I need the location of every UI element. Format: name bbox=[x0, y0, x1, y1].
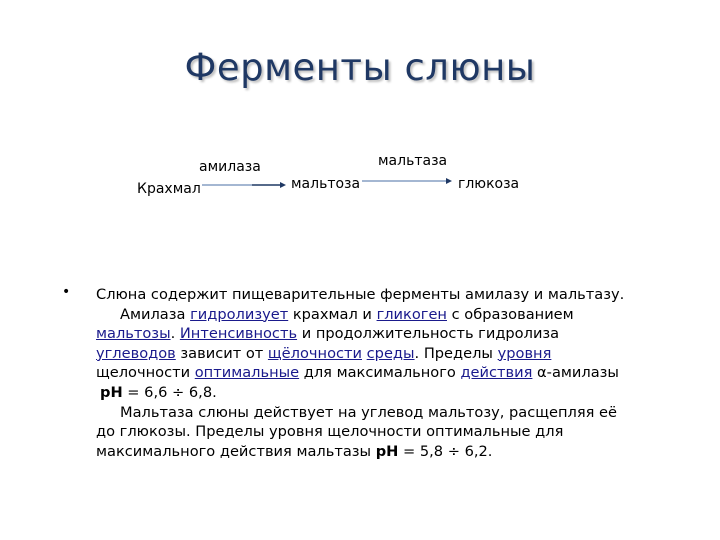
ph-label: pH bbox=[375, 442, 399, 460]
link-action[interactable]: действия bbox=[460, 364, 533, 382]
text-span: = 6,6 ÷ 6,8. bbox=[122, 383, 217, 401]
text-span: щелочности bbox=[96, 364, 195, 382]
link-optimal[interactable]: оптимальные bbox=[194, 364, 300, 382]
text-span: = 5,8 ÷ 6,2. bbox=[398, 442, 493, 460]
ph-label: pH bbox=[100, 383, 123, 401]
link-medium[interactable]: среды bbox=[366, 344, 415, 362]
text-span: . bbox=[170, 325, 180, 343]
amylase-label: амилаза bbox=[199, 159, 261, 175]
link-alkalinity[interactable]: щёлочности bbox=[267, 344, 363, 362]
bullet-marker: • bbox=[62, 284, 71, 300]
paragraph-line bbox=[96, 324, 696, 344]
text-span: Мальтаза слюны действует на углевод мальтозу, расщепляя её bbox=[120, 403, 617, 421]
paragraph bbox=[96, 285, 696, 461]
link-maltose[interactable]: мальтозы bbox=[96, 325, 171, 343]
paragraph-line bbox=[96, 305, 696, 325]
link-level[interactable]: уровня bbox=[497, 344, 552, 362]
text-span: . Пределы bbox=[414, 344, 498, 362]
starch-label: Крахмал bbox=[137, 181, 201, 197]
paragraph-line bbox=[96, 344, 696, 364]
paragraph-line bbox=[96, 403, 696, 423]
text-span: Слюна содержит пищеварительные ферменты амилазу и мальтазу. bbox=[96, 286, 625, 303]
paragraph-line bbox=[96, 285, 696, 305]
glucose-label: глюкоза bbox=[458, 176, 520, 192]
maltose-label: мальтоза bbox=[291, 176, 361, 192]
arrow-amylase bbox=[202, 181, 288, 189]
link-intensity[interactable]: Интенсивность bbox=[179, 325, 298, 343]
text-span: с образованием bbox=[446, 305, 574, 323]
slide-title: Ферменты слюны bbox=[184, 46, 536, 89]
text-span: и продолжительность гидролиза bbox=[297, 325, 560, 343]
text-span: крахмал и bbox=[288, 305, 377, 323]
paragraph-line bbox=[96, 363, 696, 383]
text-span: зависит от bbox=[175, 344, 268, 362]
paragraph-line bbox=[96, 383, 696, 403]
text-span: α-амилазы bbox=[532, 364, 619, 382]
paragraph-line bbox=[96, 422, 696, 442]
text-span: до глюкозы. Пределы уровня щелочности оптимальные для bbox=[96, 423, 564, 441]
link-carbohydrates[interactable]: углеводов bbox=[96, 344, 176, 362]
maltase-label: мальтаза bbox=[378, 153, 448, 169]
text-span: максимального действия мальтазы bbox=[96, 442, 376, 460]
paragraph-line bbox=[96, 442, 696, 462]
link-hydrolyzes[interactable]: гидролизует bbox=[190, 305, 289, 323]
text-span: Амилаза bbox=[120, 305, 191, 323]
arrow-maltase bbox=[362, 177, 454, 185]
text-span: для максимального bbox=[299, 364, 461, 382]
link-glycogen[interactable]: гликоген bbox=[376, 305, 447, 323]
